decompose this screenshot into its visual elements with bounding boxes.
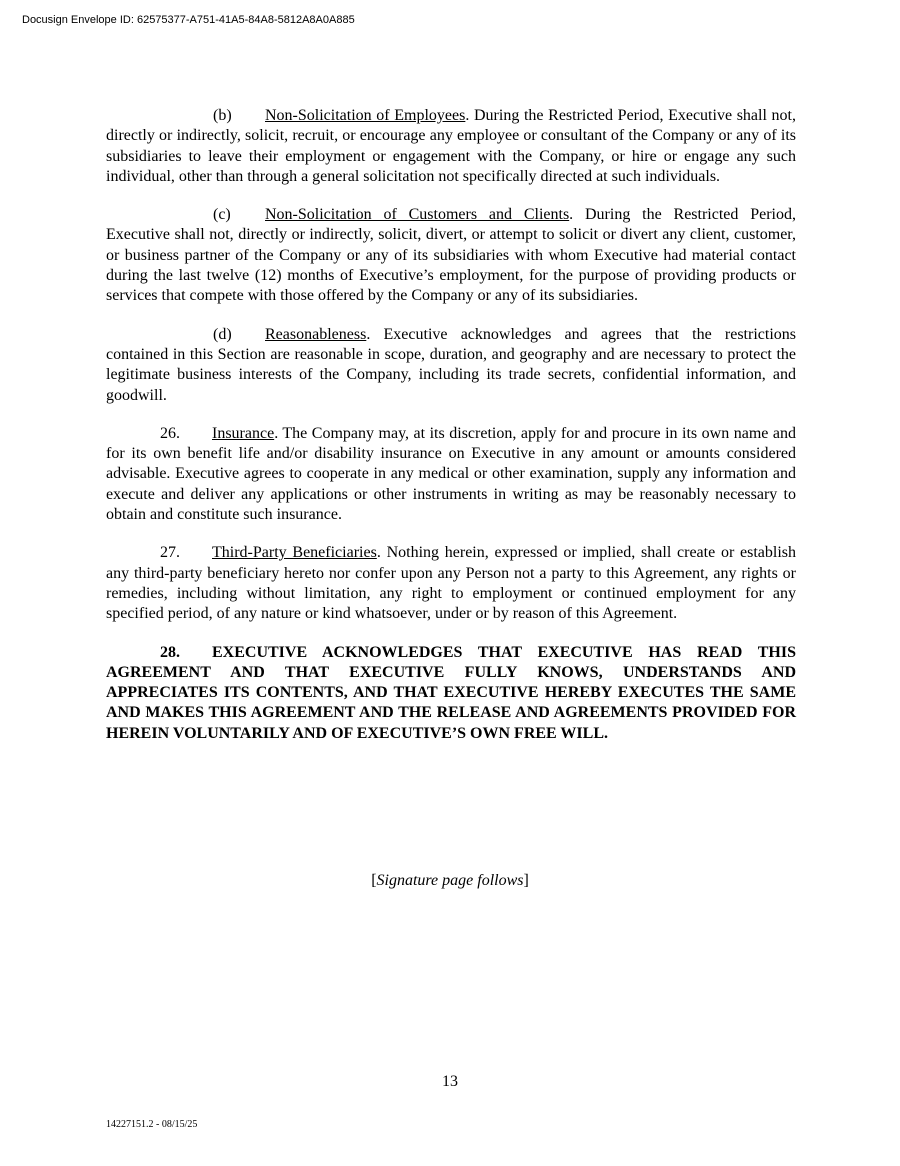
section-marker: 27. xyxy=(160,544,180,562)
section-28 xyxy=(106,643,796,744)
section-text: . Executive acknowledges and agrees that the restrictions contained in this Section are reasonable in scope, duration, and geography and are necessary to protect the legitimate business interests of the Company, including its trade secrets, confidential information, and goodwill. xyxy=(106,325,796,404)
section-heading: Third-Party Beneficiaries xyxy=(212,544,377,562)
section-heading: Insurance xyxy=(212,424,275,442)
envelope-id: Docusign Envelope ID: 62575377-A751-41A5-84A8-5812A8A0A885 xyxy=(22,14,355,26)
section-heading: Non-Solicitation of Customers and Clients xyxy=(265,206,570,224)
signature-bracket-close: ] xyxy=(523,872,529,889)
signature-notice xyxy=(0,872,900,890)
signature-text: Signature page follows xyxy=(376,872,524,889)
section-marker: (d) xyxy=(213,325,232,343)
section-heading: Non-Solicitation of Employees xyxy=(265,107,466,124)
section-text: . During the Restricted Period, Executive shall not, directly or indirectly, solicit, divert, or attempt to solicit or divert any client, customer, or business partner of the Company or any of its subsidiaries with whom Executive had material contact during the last twelve (12) months of Executive’s employment, for the purpose of providing products or services that compete with those offered by the Company or any of its subsidiaries. xyxy=(106,206,796,305)
section-text: . The Company may, at its discretion, apply for and procure in its own name and for its own benefit life and/or disability insurance on Executive in any amount or amounts considered advisable. Executive agrees to cooperate in any medical or other examination, supply any information and execute and deliver any applications or other instruments in writing as may be reasonably necessary to obtain and constitute such insurance. xyxy=(106,424,796,524)
section-27 xyxy=(106,543,796,624)
section-d xyxy=(106,325,796,406)
section-marker: 26. xyxy=(160,424,180,442)
document-id: 14227151.2 - 08/15/25 xyxy=(106,1119,198,1130)
page-number: 13 xyxy=(442,1073,458,1090)
section-text: . Nothing herein, expressed or implied, shall create or establish any third-party beneficiary hereto nor confer upon any Person not a party to this Agreement, any rights or remedies, including without limitation, any right to employment or continued employment for any specified period, of any nature or kind whatsoever, under or by reason of this Agreement. xyxy=(106,544,797,623)
section-marker: (b) xyxy=(213,107,232,124)
section-text: EXECUTIVE ACKNOWLEDGES THAT EXECUTIVE HAS READ THIS AGREEMENT AND THAT EXECUTIVE FULLY KNOWS, UNDERSTANDS AND APPRECIATES ITS CONTENTS, AND THAT EXECUTIVE HEREBY EXECUTES THE SAME AND MAKES THIS AGREEMENT AND THE RELEASE AND AGREEMENTS PROVIDED FOR HEREIN VOLUNTARILY AND OF EXECUTIVE’S OWN FREE WILL. xyxy=(106,643,796,742)
section-marker: (c) xyxy=(213,206,231,224)
signature-bracket-open: [ xyxy=(371,872,377,889)
section-c xyxy=(106,205,796,306)
section-26 xyxy=(106,424,796,525)
section-heading: Reasonableness xyxy=(265,325,367,343)
document-body xyxy=(106,106,796,762)
section-b xyxy=(106,106,796,187)
section-marker: 28. xyxy=(160,643,180,661)
section-text: . During the Restricted Period, Executive shall not, directly or indirectly, solicit, recruit, or encourage any employee or consultant of the Company or any of its subsidiaries to leave their employment or engagement with the Company, or hire or engage any such individual, other than through a general solicitation not specifically directed at such individuals. xyxy=(106,107,796,185)
